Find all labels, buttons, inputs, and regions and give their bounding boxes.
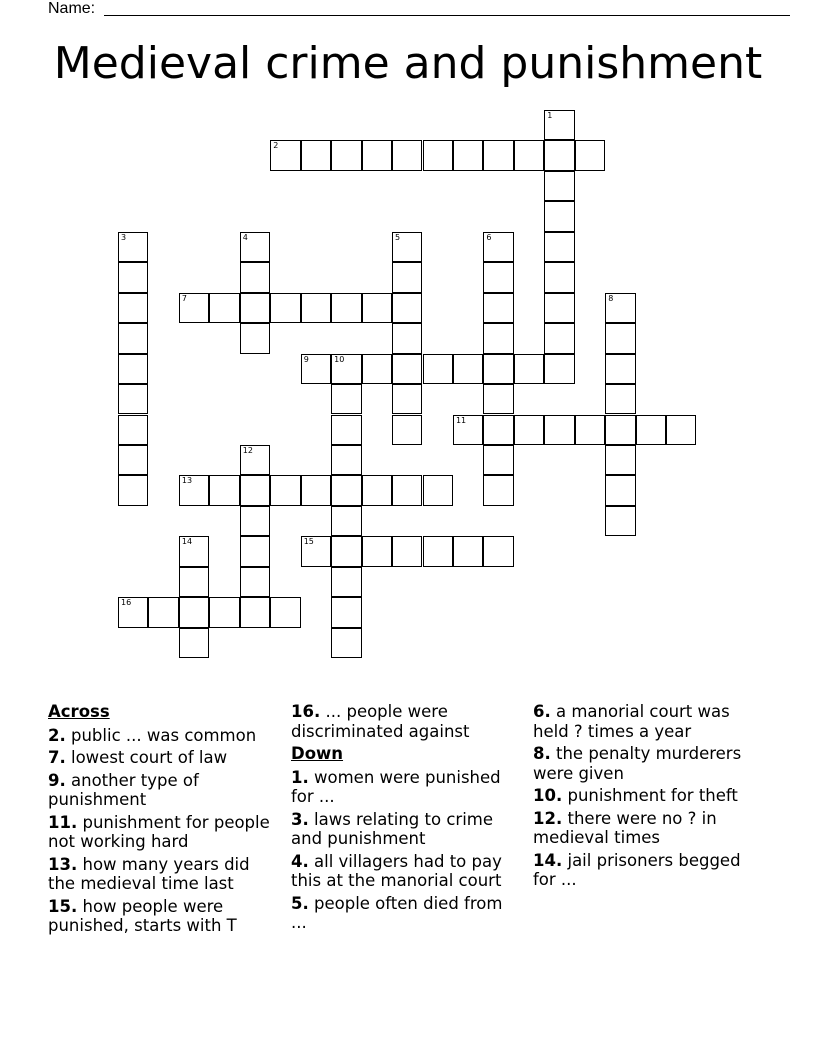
crossword-cell[interactable] [392, 232, 422, 262]
crossword-cell[interactable] [301, 140, 331, 170]
crossword-cell[interactable] [240, 597, 270, 627]
crossword-cell[interactable] [453, 536, 483, 566]
crossword-cell[interactable] [331, 628, 361, 658]
crossword-cell[interactable] [179, 597, 209, 627]
crossword-cell[interactable] [179, 567, 209, 597]
clue-across-13: 13. how many years did the medieval time last [48, 854, 250, 893]
crossword-cell[interactable] [544, 323, 574, 353]
crossword-cell[interactable] [483, 323, 513, 353]
crossword-cell[interactable] [118, 384, 148, 414]
crossword-cell[interactable] [240, 506, 270, 536]
crossword-cell[interactable] [575, 140, 605, 170]
clue-down-6: 6. a manorial court was held ? times a year [533, 702, 730, 741]
clue-down-4: 4. all villagers had to pay this at the manorial court [291, 851, 502, 890]
crossword-cell[interactable] [605, 445, 635, 475]
crossword-cell[interactable] [331, 384, 361, 414]
crossword-cell[interactable] [270, 140, 300, 170]
crossword-cell[interactable] [483, 384, 513, 414]
clue-number: 6 [486, 232, 492, 242]
clue-number: 10 [334, 354, 345, 364]
crossword-cell[interactable] [240, 536, 270, 566]
crossword-cell[interactable] [392, 384, 422, 414]
crossword-cell[interactable] [362, 354, 392, 384]
crossword-cell[interactable] [331, 445, 361, 475]
clue-down-10: 10. punishment for theft [533, 786, 738, 805]
crossword-cell[interactable] [301, 536, 331, 566]
crossword-cell[interactable] [605, 506, 635, 536]
clue-across-15: 15. how people were punished, starts with T [48, 896, 237, 935]
name-label: Name: [48, 0, 96, 17]
clue-number: 8 [608, 293, 614, 303]
crossword-cell[interactable] [423, 536, 453, 566]
crossword-cell[interactable] [209, 597, 239, 627]
crossword-cell[interactable] [483, 445, 513, 475]
clue-down-3: 3. laws relating to crime and punishment [291, 809, 494, 848]
crossword-cell[interactable] [179, 293, 209, 323]
crossword-cell[interactable] [666, 415, 696, 445]
clue-number: 13 [181, 476, 193, 486]
clue-across-7: 7. lowest court of law [48, 748, 228, 767]
crossword-cell[interactable] [118, 597, 148, 627]
clue-across-16: 16. ... people were discriminated against [291, 702, 470, 741]
clue-number: 4 [242, 232, 248, 242]
clue-number: 2 [273, 141, 279, 151]
crossword-cell[interactable] [240, 445, 270, 475]
crossword-cell[interactable] [331, 140, 361, 170]
crossword-cell[interactable] [270, 597, 300, 627]
crossword-cell[interactable] [544, 354, 574, 384]
clue-number: 1 [547, 111, 553, 120]
crossword-cell[interactable] [118, 293, 148, 323]
crossword-cell[interactable] [331, 354, 361, 384]
clue-down-5: 5. people often died from ... [291, 893, 503, 932]
crossword-cell[interactable] [118, 415, 148, 445]
crossword-cell[interactable] [605, 384, 635, 414]
clue-column-2 [291, 702, 521, 936]
clue-number: 9 [303, 354, 309, 364]
crossword-cell[interactable] [544, 415, 574, 445]
crossword-cell[interactable] [118, 354, 148, 384]
crossword-cell[interactable] [636, 415, 666, 445]
clue-across-11: 11. punishment for people not working hard [48, 812, 270, 851]
clue-across-2: 2. public ... was common [48, 725, 257, 745]
crossword-cell[interactable] [209, 293, 239, 323]
crossword-cell[interactable] [118, 323, 148, 353]
crossword-cell[interactable] [301, 354, 331, 384]
crossword-cell[interactable] [514, 354, 544, 384]
crossword-cell[interactable] [605, 293, 635, 323]
crossword-cell[interactable] [331, 597, 361, 627]
clue-number: 5 [395, 232, 401, 242]
crossword-cell[interactable] [544, 140, 574, 170]
crossword-cell[interactable] [392, 262, 422, 292]
clue-number: 11 [455, 415, 467, 425]
clue-down-14: 14. jail prisoners begged for ... [533, 850, 741, 889]
crossword-cell[interactable] [483, 354, 513, 384]
crossword-cell[interactable] [423, 475, 453, 505]
clue-down-1: 1. women were punished for ... [291, 767, 501, 806]
crossword-cell[interactable] [270, 293, 300, 323]
crossword-cell[interactable] [240, 567, 270, 597]
crossword-cell[interactable] [331, 293, 361, 323]
crossword-cell[interactable] [453, 354, 483, 384]
clue-number: 12 [242, 445, 253, 455]
crossword-cell[interactable] [270, 475, 300, 505]
crossword-cell[interactable] [392, 415, 422, 445]
clue-down-12: 12. there were no ? in medieval times [533, 808, 717, 847]
crossword-cell[interactable] [483, 536, 513, 566]
clue-number: 14 [181, 537, 193, 547]
crossword-cell[interactable] [605, 323, 635, 353]
crossword-cell[interactable] [148, 597, 178, 627]
crossword-cell[interactable] [544, 110, 574, 140]
across-heading: Across [48, 702, 110, 721]
crossword-cell[interactable] [362, 293, 392, 323]
crossword-cell[interactable] [362, 475, 392, 505]
crossword-cell[interactable] [179, 628, 209, 658]
crossword-cell[interactable] [331, 567, 361, 597]
crossword-cell[interactable] [301, 475, 331, 505]
crossword-cell[interactable] [362, 536, 392, 566]
crossword-cell[interactable] [605, 354, 635, 384]
clue-number: 15 [303, 537, 314, 547]
crossword-cell[interactable] [392, 293, 422, 323]
clue-across-9: 9. another type of punishment [48, 770, 199, 809]
crossword-cell[interactable] [118, 262, 148, 292]
clue-number: 7 [181, 293, 187, 303]
crossword-cell[interactable] [179, 536, 209, 566]
crossword-cell[interactable] [453, 415, 483, 445]
down-heading: Down [291, 744, 344, 763]
crossword-cell[interactable] [544, 171, 574, 201]
crossword-cell[interactable] [331, 475, 361, 505]
crossword-cell[interactable] [240, 323, 270, 353]
crossword-cell[interactable] [331, 536, 361, 566]
crossword-cell[interactable] [118, 445, 148, 475]
crossword-cell[interactable] [331, 415, 361, 445]
crossword-cell[interactable] [240, 262, 270, 292]
crossword-cell[interactable] [605, 475, 635, 505]
clue-column-3 [533, 702, 763, 893]
crossword-cell[interactable] [392, 536, 422, 566]
crossword-cell[interactable] [514, 140, 544, 170]
crossword-cell[interactable] [392, 354, 422, 384]
crossword-cell[interactable] [483, 232, 513, 262]
crossword-cell[interactable] [423, 354, 453, 384]
crossword-cell[interactable] [118, 475, 148, 505]
crossword-cell[interactable] [483, 293, 513, 323]
crossword-cell[interactable] [423, 140, 453, 170]
crossword-cell[interactable] [240, 232, 270, 262]
crossword-cell[interactable] [483, 475, 513, 505]
crossword-cell[interactable] [544, 293, 574, 323]
crossword-cell[interactable] [483, 415, 513, 445]
crossword-cell[interactable] [483, 262, 513, 292]
crossword-cell[interactable] [301, 293, 331, 323]
crossword-cell[interactable] [331, 506, 361, 536]
crossword-cell[interactable] [118, 232, 148, 262]
crossword-cell[interactable] [179, 475, 209, 505]
clue-column-1 [48, 702, 278, 939]
clue-number: 16 [121, 598, 132, 608]
crossword-cell[interactable] [544, 232, 574, 262]
crossword-cell[interactable] [240, 293, 270, 323]
crossword-cell[interactable] [392, 475, 422, 505]
crossword-cell[interactable] [453, 140, 483, 170]
crossword-cell[interactable] [544, 262, 574, 292]
crossword-cell[interactable] [209, 475, 239, 505]
crossword-cell[interactable] [392, 323, 422, 353]
crossword-cell[interactable] [362, 140, 392, 170]
crossword-cell[interactable] [514, 415, 544, 445]
clue-number: 3 [121, 232, 127, 242]
crossword-cell[interactable] [575, 415, 605, 445]
crossword-cell[interactable] [483, 140, 513, 170]
crossword-cell[interactable] [605, 415, 635, 445]
crossword-cell[interactable] [240, 475, 270, 505]
crossword-cell[interactable] [392, 140, 422, 170]
clue-down-8: 8. the penalty murderers were given [533, 744, 742, 783]
page-title: Medieval crime and punishment [53, 38, 763, 89]
crossword-cell[interactable] [544, 201, 574, 231]
